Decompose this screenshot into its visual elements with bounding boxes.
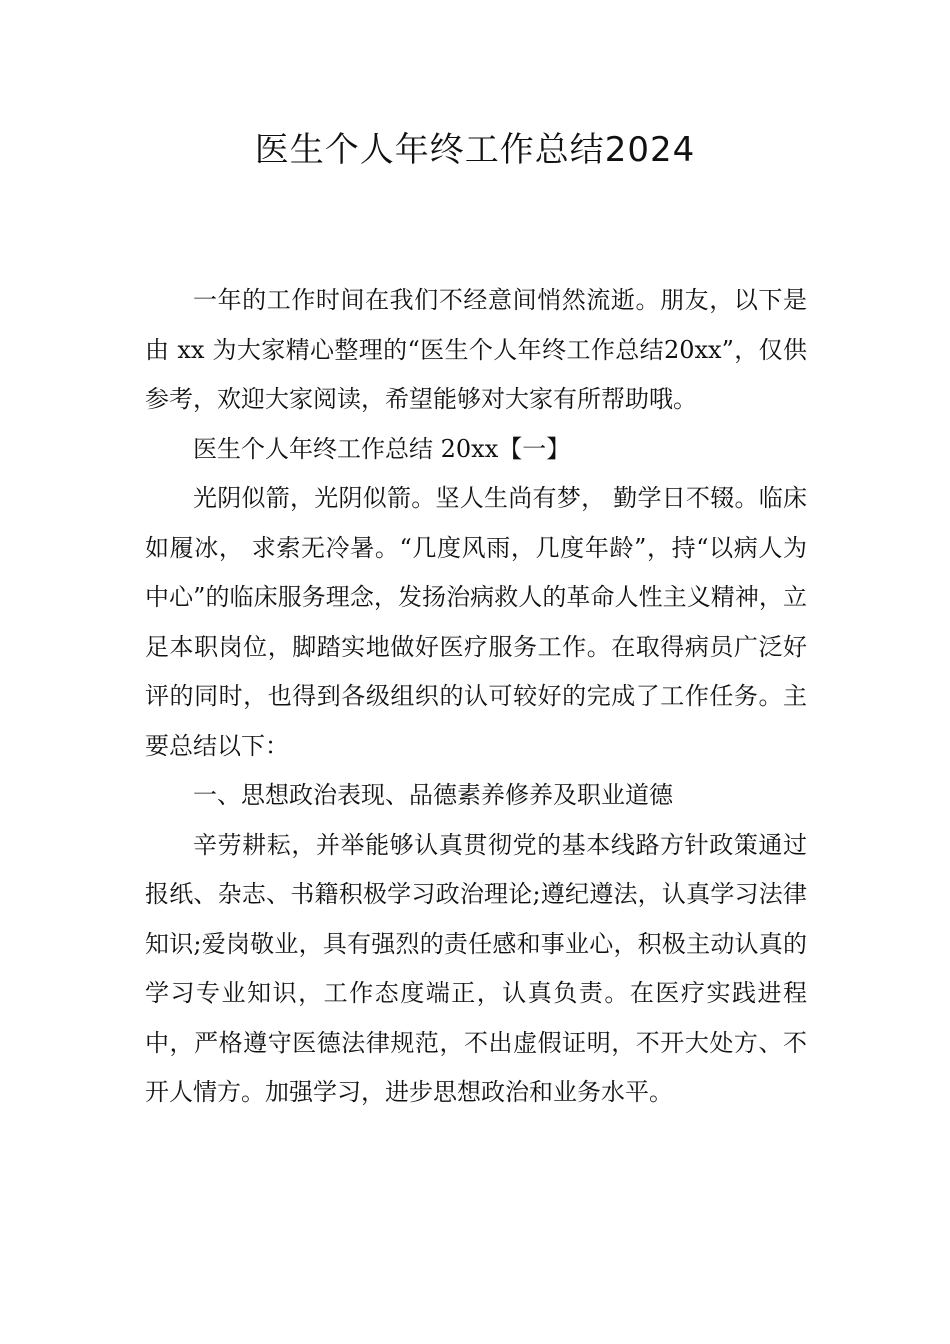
document-body (145, 276, 807, 1118)
body-paragraph-1: 光阴似箭，光阴似箭。坚人生尚有梦， 勤学日不辍。临床如履冰， 求索无冷暑。“几度风雨，几度年龄”，持“以病人为中心”的临床服务理念，发扬治病救人的革命人性主义精神，立足本职岗位，脚踏实地做好医疗服务工作。在取得病员广泛好评的同时，也得到各级组织的认可较好的完成了工作任务。主要总结以下： (145, 484, 807, 760)
subsection-heading: 一、思想政治表现、品德素养修养及职业道德 (193, 781, 673, 809)
document-title: 医生个人年终工作总结2024 (254, 130, 696, 170)
body-paragraph-2: 辛劳耕耘，并举能够认真贯彻党的基本线路方针政策通过报纸、杂志、书籍积极学习政治理论;遵纪遵法，认真学习法律知识;爱岗敬业，具有强烈的责任感和事业心，积极主动认真的学习专业知识，工作态度端正，认真负责。在医疗实践进程中，严格遵守医德法律规范，不出虚假证明，不开大处方、不开人情方。加强学习，进步思想政治和业务水平。 (145, 830, 807, 1106)
section-heading-one: 医生个人年终工作总结 20xx【一】 (193, 434, 571, 463)
intro-paragraph: 一年的工作时间在我们不经意间悄然流逝。朋友，以下是由 xx 为大家精心整理的“医生个人年终工作总结20xx”，仅供参考，欢迎大家阅读，希望能够对大家有所帮助哦。 (145, 286, 807, 413)
